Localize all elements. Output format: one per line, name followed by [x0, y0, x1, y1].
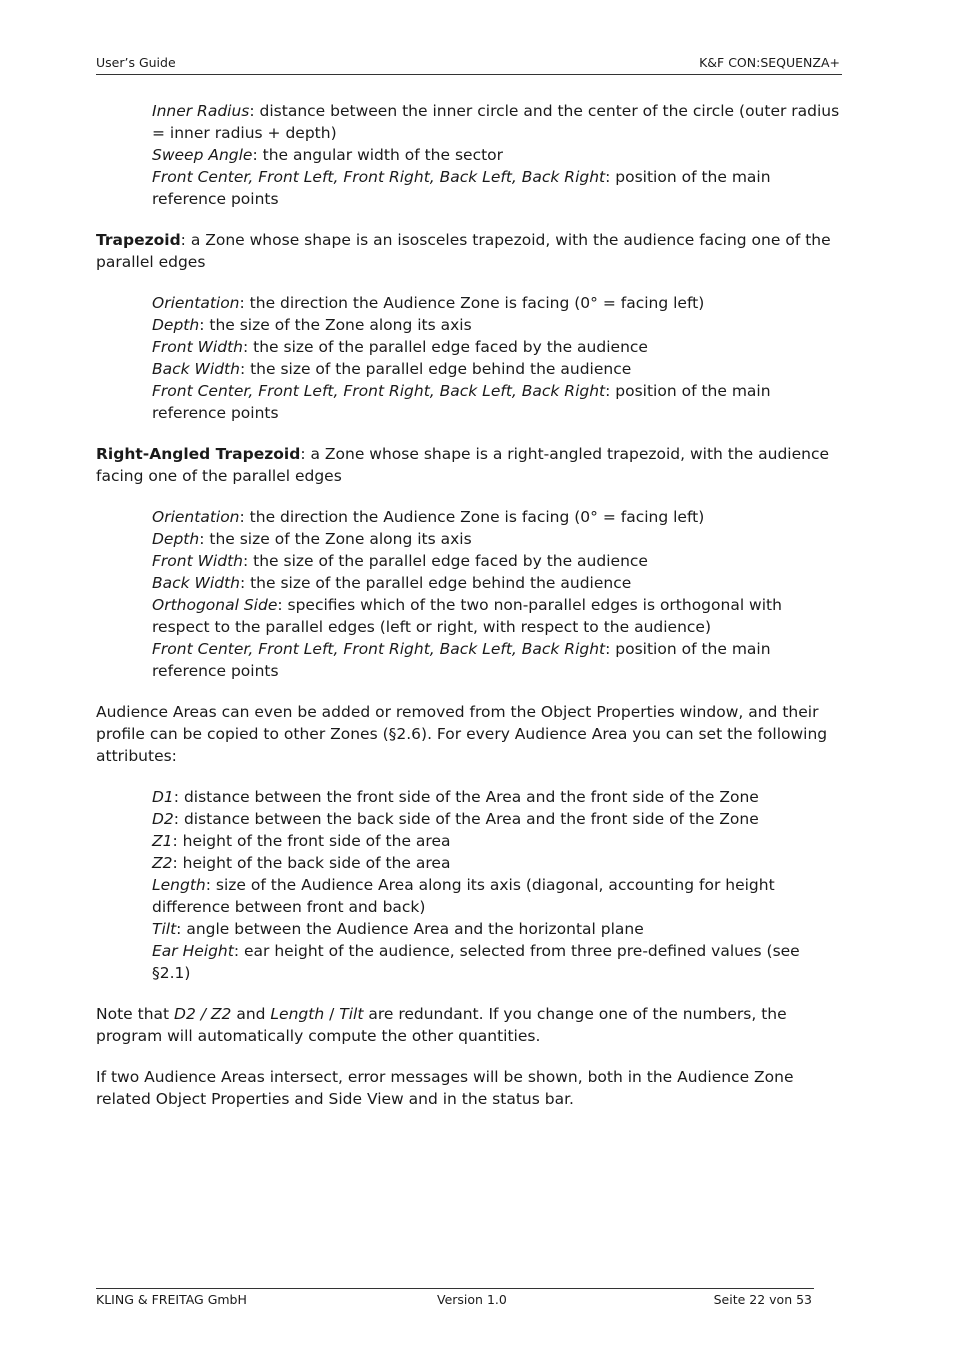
list-item	[152, 638, 842, 682]
attribute-desc: : distance between the back side of the Area and the front side of the Zone	[173, 810, 759, 828]
list-item	[152, 808, 842, 830]
page-content	[96, 100, 842, 1129]
attribute-desc: : specifies which of the two non-parallel edges is orthogonal with respect to the parallel edges (left or right, with respect to the audience)	[152, 596, 782, 636]
attribute-term: Inner Radius	[152, 102, 250, 120]
definition-term: Trapezoid	[96, 231, 181, 249]
list-item	[152, 144, 842, 166]
attribute-desc: : size of the Audience Area along its axis (diagonal, accounting for height difference between front and back)	[152, 876, 775, 916]
attribute-term: Z2	[152, 854, 173, 872]
attribute-term: Orientation	[152, 294, 240, 312]
page-header	[96, 54, 842, 75]
right-trapezoid-definition	[96, 443, 842, 487]
attribute-term: Orthogonal Side	[152, 596, 278, 614]
attribute-term: Depth	[152, 530, 200, 548]
footer-company: KLING & FREITAG GmbH	[96, 1292, 247, 1307]
attribute-desc: : angle between the Audience Area and the horizontal plane	[176, 920, 644, 938]
list-item	[152, 336, 842, 358]
note-term: D2 / Z2	[174, 1005, 232, 1023]
list-item	[152, 528, 842, 550]
attribute-term: Ear Height	[152, 942, 234, 960]
attribute-term: D1	[152, 788, 174, 806]
attribute-term: Orientation	[152, 508, 240, 526]
attribute-desc: : position of the main reference points	[152, 382, 771, 422]
header-product-name: K&F CON:SEQUENZA+	[699, 55, 840, 70]
note-text: and	[231, 1005, 271, 1023]
attribute-desc: : distance between the inner circle and the center of the circle (outer radius = inner radius + depth)	[152, 102, 840, 142]
attribute-desc: : the size of the parallel edge behind the audience	[239, 574, 632, 592]
redundancy-note	[96, 1003, 842, 1047]
attribute-desc: : position of the main reference points	[152, 640, 771, 680]
trapezoid-definition	[96, 229, 842, 273]
list-item	[152, 314, 842, 336]
attribute-desc: : ear height of the audience, selected from three pre-defined values (see §2.1)	[152, 942, 800, 982]
list-item	[152, 940, 842, 984]
footer-page-number: Seite 22 von 53	[713, 1292, 812, 1307]
attribute-term: Back Width	[152, 360, 240, 378]
footer-version: Version 1.0	[437, 1292, 507, 1307]
attribute-term: Front Center, Front Left, Front Right, Back Left, Back Right	[152, 640, 606, 658]
attribute-desc: : distance between the front side of the Area and the front side of the Zone	[173, 788, 759, 806]
sector-attribute-list	[152, 100, 842, 210]
list-item	[152, 786, 842, 808]
intersection-note: If two Audience Areas intersect, error messages will be shown, both in the Audience Zone related Object Properties and Side View and in the status bar.	[96, 1068, 794, 1108]
attribute-term: Sweep Angle	[152, 146, 253, 164]
attribute-desc: : the size of the Zone along its axis	[199, 316, 472, 334]
attribute-desc: : position of the main reference points	[152, 168, 771, 208]
attribute-desc: : the size of the parallel edge faced by the audience	[242, 552, 648, 570]
right-trapezoid-attribute-list	[152, 506, 842, 682]
note-term: Length	[270, 1005, 325, 1023]
attribute-term: Back Width	[152, 574, 240, 592]
attribute-term: Front Center, Front Left, Front Right, Back Left, Back Right	[152, 382, 606, 400]
list-item	[152, 572, 842, 594]
list-item	[152, 380, 842, 424]
note-text: /	[324, 1005, 340, 1023]
definition-desc: : a Zone whose shape is a right-angled trapezoid, with the audience facing one of the parallel edges	[96, 445, 830, 485]
attribute-term: Tilt	[152, 920, 177, 938]
attribute-term: Front Width	[152, 338, 243, 356]
attribute-term: Length	[152, 876, 206, 894]
list-item	[152, 594, 842, 638]
list-item	[152, 100, 842, 144]
list-item	[152, 506, 842, 528]
list-item	[152, 830, 842, 852]
attribute-desc: : the angular width of the sector	[252, 146, 504, 164]
attribute-term: Front Center, Front Left, Front Right, Back Left, Back Right	[152, 168, 606, 186]
list-item	[152, 166, 842, 210]
attribute-desc: : height of the back side of the area	[172, 854, 451, 872]
list-item	[152, 852, 842, 874]
attribute-desc: : the size of the Zone along its axis	[199, 530, 472, 548]
list-item	[152, 292, 842, 314]
attribute-term: D2	[152, 810, 174, 828]
definition-term: Right-Angled Trapezoid	[96, 445, 301, 463]
list-item	[152, 358, 842, 380]
note-text: are redundant. If you change one of the numbers, the program will automatically compute the other quantities.	[96, 1005, 787, 1045]
attribute-term: Front Width	[152, 552, 243, 570]
definition-desc: : a Zone whose shape is an isosceles trapezoid, with the audience facing one of the parallel edges	[96, 231, 831, 271]
attribute-desc: : the size of the parallel edge faced by the audience	[242, 338, 648, 356]
list-item	[152, 550, 842, 572]
audience-areas-intro: Audience Areas can even be added or removed from the Object Properties window, and their profile can be copied to other Zones (§2.6). For every Audience Area you can set the following attributes:	[96, 703, 828, 765]
attribute-desc: : the direction the Audience Zone is facing (0° = facing left)	[239, 294, 705, 312]
list-item	[152, 874, 842, 918]
attribute-desc: : the direction the Audience Zone is facing (0° = facing left)	[239, 508, 705, 526]
note-term: Tilt	[339, 1005, 364, 1023]
attribute-term: Z1	[152, 832, 173, 850]
note-text: Note that	[96, 1005, 175, 1023]
list-item	[152, 918, 842, 940]
header-doc-title: User’s Guide	[96, 55, 176, 70]
attribute-term: Depth	[152, 316, 200, 334]
attribute-desc: : the size of the parallel edge behind the audience	[239, 360, 632, 378]
page-footer	[96, 1288, 814, 1309]
trapezoid-attribute-list	[152, 292, 842, 424]
attribute-desc: : height of the front side of the area	[172, 832, 451, 850]
audience-area-attribute-list	[152, 786, 842, 984]
